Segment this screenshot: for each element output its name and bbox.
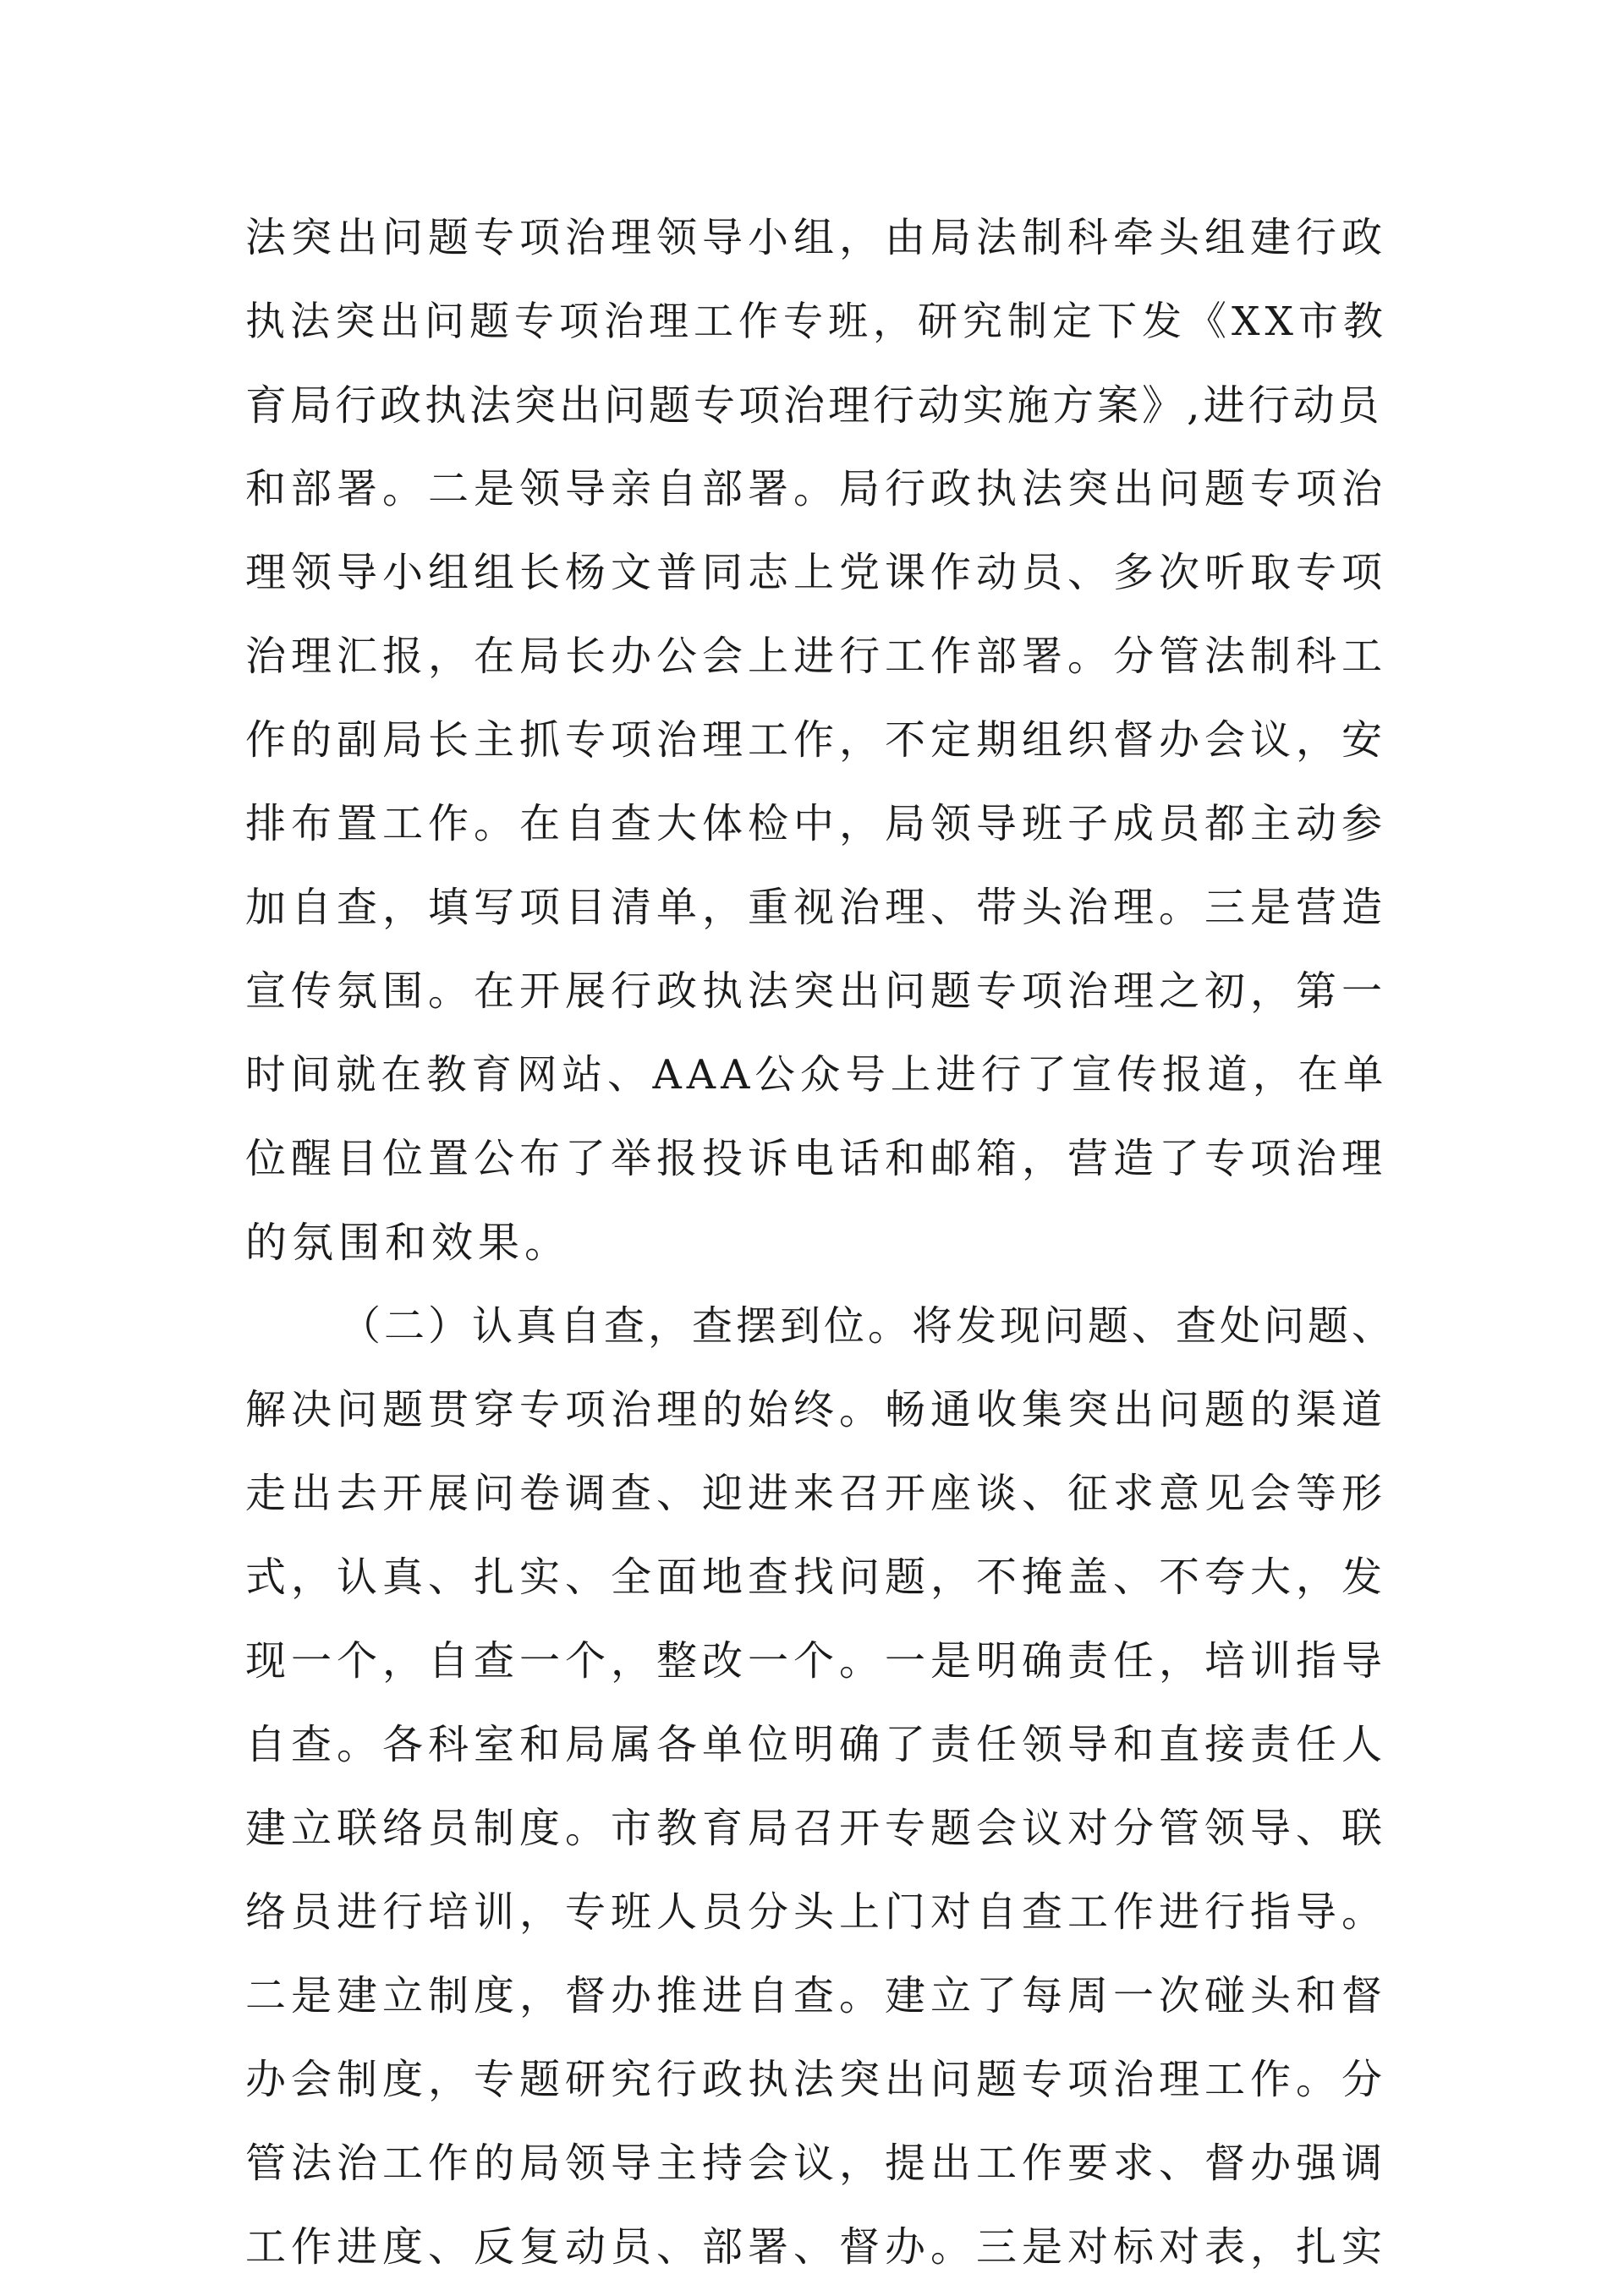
- text-line: 络员进行培训，专班人员分头上门对自查工作进行指导。: [245, 1888, 1388, 1936]
- text-line: 的氛围和效果。: [245, 1219, 572, 1267]
- text-line: 解决问题贯穿专项治理的始终。畅通收集突出问题的渠道: [245, 1386, 1388, 1433]
- text-line: 时间就在教育网站、AAA公众号上进行了宣传报道，在单: [245, 1052, 1389, 1099]
- text-line: 走出去开展问卷调查、迎进来召开座谈、征求意见会等形: [245, 1470, 1388, 1517]
- text-line: 和部署。二是领导亲自部署。局行政执法突出问题专项治: [245, 465, 1388, 512]
- text-line: 位醒目位置公布了举报投诉电话和邮箱，营造了专项治理: [245, 1135, 1388, 1182]
- text-line: 作的副局长主抓专项治理工作，不定期组织督办会议，安: [245, 716, 1388, 764]
- text-line: 二是建立制度，督办推进自查。建立了每周一次碰头和督: [245, 1972, 1388, 2019]
- text-line: 加自查，填写项目清单，重视治理、带头治理。三是营造: [245, 884, 1388, 931]
- text-line: 育局行政执法突出问题专项治理行动实施方案》,进行动员: [245, 381, 1383, 430]
- text-line: 办会制度，专题研究行政执法突出问题专项治理工作。分: [245, 2056, 1388, 2103]
- text-line: 式，认真、扎实、全面地查找问题，不掩盖、不夸大，发: [245, 1553, 1388, 1601]
- text-line: 排布置工作。在自查大体检中，局领导班子成员都主动参: [245, 800, 1388, 847]
- document-body: [245, 196, 1396, 2289]
- text-line: 管法治工作的局领导主持会议，提出工作要求、督办强调: [245, 2140, 1388, 2187]
- section-heading-line: （二）认真自查，查摆到位。将发现问题、查处问题、: [340, 1302, 1396, 1350]
- text-line: 宣传氛围。在开展行政执法突出问题专项治理之初，第一: [245, 967, 1388, 1015]
- text-line: 工作进度、反复动员、部署、督办。三是对标对表，扎实: [245, 2223, 1388, 2271]
- text-line: 现一个，自查一个，整改一个。一是明确责任，培训指导: [245, 1637, 1388, 1685]
- text-line: 法突出问题专项治理领导小组，由局法制科牵头组建行政: [245, 214, 1388, 261]
- text-line: 自查。各科室和局属各单位明确了责任领导和直接责任人: [245, 1721, 1388, 1768]
- text-line: 治理汇报，在局长办公会上进行工作部署。分管法制科工: [245, 633, 1388, 680]
- text-line: 理领导小组组长杨文普同志上党课作动员、多次听取专项: [245, 549, 1388, 596]
- text-line: 执法突出问题专项治理工作专班，研究制定下发《XX市教: [245, 299, 1388, 345]
- text-line: 建立联络员制度。市教育局召开专题会议对分管领导、联: [245, 1805, 1388, 1852]
